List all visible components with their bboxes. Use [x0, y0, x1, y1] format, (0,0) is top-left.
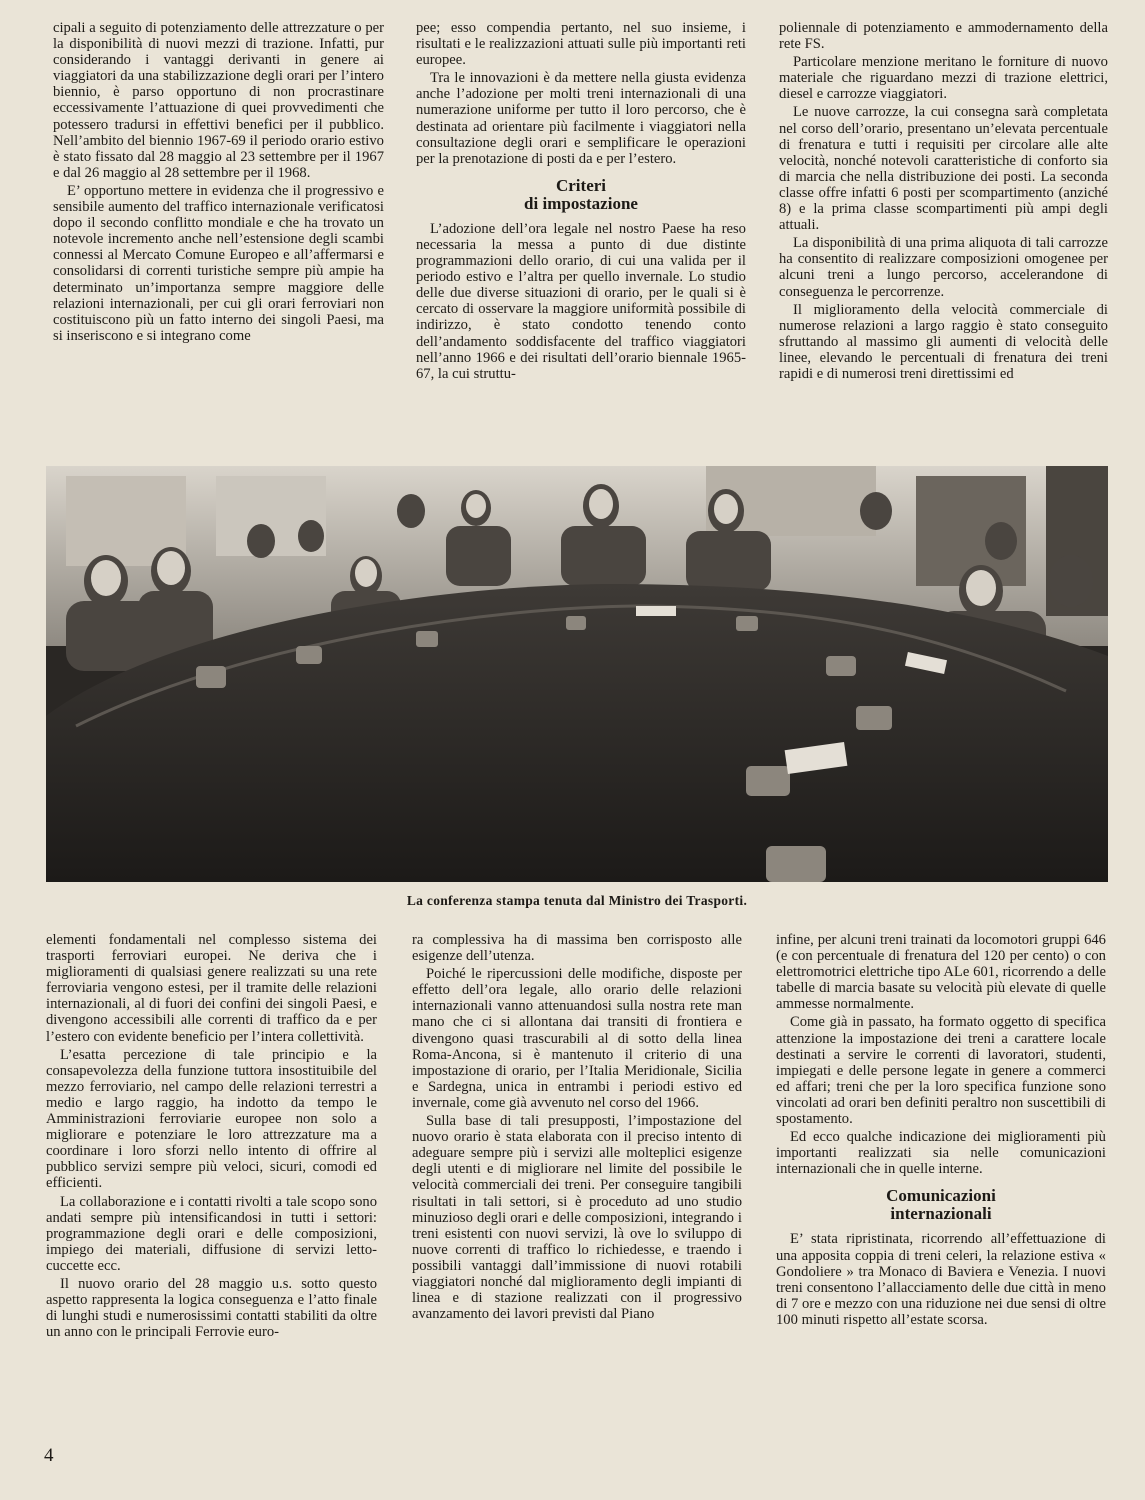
paragraph: Tra le innovazioni è da mettere nella giusta evidenza anche l’adozione per molti treni internazionali di una numerazione uniforme per tutto il loro percorso, che è destinata ad orientare più facilmente i viaggiatori nella consultazione degli orari e semplificare le operazioni per la prenotazione di posti da e per l’estero.	[416, 70, 746, 167]
paragraph: Ed ecco qualche indicazione dei miglioramenti più importanti realizzati sia nelle comunicazioni internazionali che in quelle interne.	[776, 1129, 1106, 1178]
paragraph: Le nuove carrozze, la cui consegna sarà completata nel corso dell’orario, presentano un’elevata percentuale di frenatura e tutti i requisiti per circolare alle alte velocità, nonché notevoli caratteristiche di conforto sia di marcia che nella distribuzione dei posti. La seconda classe offre infatti 6 posti per scompartimento (anziché 8) e la prima classe scompartimenti più ampi degli attuali.	[779, 104, 1108, 234]
section-heading	[416, 177, 746, 213]
paragraph: L’esatta percezione di tale principio e la consapevolezza della funzione tuttora insostituibile del mezzo ferroviario, nel campo delle relazioni terrestri a medio e largo raggio, ha indotto da tempo le Amministrazioni ferroviarie europee non solo a migliorare e potenziare le loro attrezzature ma a coordinare i loro sforzi nello intento di offrire al pubblico servizi sempre più veloci, sicuri, comodi ed efficienti.	[46, 1046, 377, 1192]
bottom-column-1	[46, 932, 377, 1342]
photo-caption: La conferenza stampa tenuta dal Ministro dei Trasporti.	[406, 893, 748, 908]
bottom-column-3	[776, 932, 1106, 1330]
paragraph: Sulla base di tali presupposti, l’impostazione del nuovo orario è stata elaborata con il preciso intento di adeguare sempre più i servizi alle molteplici esigenze degli utenti e di migliorare nel limite del possibile le velocità commerciali dei treni. Per conseguire tangibili risultati in tali settori, si è proceduto ad uno studio minuzioso degli orari e delle composizioni, integrando i treni esistenti con nuovi servizi, là ove lo sviluppo di nuove correnti di traffico lo richiedesse, e traendo i possibili vantaggi dall’immissione di nuovi rotabili viaggiatori nonché dal miglioramento degli impianti di linea e di stazione realizzati con il progressivo avanzamento dei lavori previsti dal Piano	[412, 1113, 742, 1323]
paragraph: L’adozione dell’ora legale nel nostro Paese ha reso necessaria la messa a punto di due distinte programmazioni dello orario, di cui una valida per il periodo estivo e l’altra per quello invernale. Lo studio delle due diverse situazioni di orario, per le quali si è cercato di osservare la maggiore uniformità possibile di indirizzo, è stato condotto tenendo conto dell’andamento soddisfacente del traffico viaggiatori nell’anno 1966 e dei risultati dell’orario biennale 1965-67, la cui struttu-	[416, 220, 746, 382]
paragraph: cipali a seguito di potenziamento delle attrezzature o per la disponibilità di nuovi mezzi di trazione. Infatti, pur considerando i vantaggi derivanti in genere ai viaggiatori da una stabilizzazione degli orari per l’intero biennio, è parso opportuno di non procrastinare eccessivamente l’attuazione di quei provvedimenti che potessero tradursi in effettivi benefici per il pubblico. Nell’ambito del biennio 1967-69 il periodo orario estivo è stato fissato dal 28 maggio al 23 settembre per il 1967 e dal 26 maggio al 28 settembre per il 1968.	[53, 20, 384, 181]
paragraph: Come già in passato, ha formato oggetto di specifica attenzione la impostazione dei treni a carattere locale destinati a servire le correnti di lavoratori, studenti, impiegati e delle persone legate in genere a commerci ed affari; treni che per la loro specifica funzione sono vincolati ad orari ben definiti peraltro non suscettibili di spostamento.	[776, 1014, 1106, 1128]
paragraph: E’ opportuno mettere in evidenza che il progressivo e sensibile aumento del traffico internazionale verificatosi dopo il secondo conflitto mondiale e che ha trovato un notevole incremento anche nell’estensione degli scambi connessi al Mercato Comune Europeo e all’affermarsi e consolidarsi di correnti turistiche sempre più ampie ha determinato un’importanza sempre maggiore delle relazioni internazionali, per cui gli orari ferroviari non costituiscono più un fatto interno dei singoli Paesi, ma si inseriscono e si integrano come	[53, 182, 384, 344]
paragraph: pee; esso compendia pertanto, nel suo insieme, i risultati e le realizzazioni attuati sulle più importanti reti europee.	[416, 20, 746, 69]
heading-line: Criteri	[555, 175, 607, 195]
heading-line: di impostazione	[524, 193, 638, 213]
paragraph: Il nuovo orario del 28 maggio u.s. sotto questo aspetto rappresenta la logica conseguenza e l’atto finale di lunghi studi e numerosissimi contatti stabiliti da oltre un anno con le principali Ferrovie euro-	[46, 1275, 377, 1341]
section-heading	[776, 1187, 1106, 1223]
top-column-1	[53, 20, 384, 346]
page-number: 4	[44, 1445, 54, 1466]
paragraph: poliennale di potenziamento e ammodernamento della rete FS.	[779, 20, 1108, 53]
paragraph: E’ stata ripristinata, ricorrendo all’effettuazione di una apposita coppia di treni celeri, la relazione estiva « Gondoliere » tra Monaco di Baviera e Venezia. I nuovi treni consentono l’allacciamento delle due città in meno di 7 ore e mezzo con una riduzione nei due sensi di oltre 100 minuti rispetto all’estate scorsa.	[776, 1231, 1106, 1328]
paragraph: elementi fondamentali nel complesso sistema dei trasporti ferroviari europei. Ne deriva che i miglioramenti di qualsiasi genere realizzati su una rete ferroviaria vengono estesi, per il tramite delle relazioni internazionali, al di fuori dei confini dei singoli Paesi, e divengono accessibili alle correnti di traffico da e per l’estero con evidente beneficio per l’intera collettività.	[46, 932, 377, 1045]
heading-line: Comunicazioni	[886, 1186, 996, 1206]
top-column-2	[416, 20, 746, 384]
press-conference-photo	[46, 466, 1108, 882]
paragraph: Particolare menzione meritano le forniture di nuovo materiale che riguardano mezzi di trazione elettrici, diesel e carrozze viaggiatori.	[779, 54, 1108, 103]
paragraph: La collaborazione e i contatti rivolti a tale scopo sono andati sempre più intensificandosi in tutti i settori: programmazione degli orari e delle composizioni, impiego dei materiali, diffusione di servizi letto-cuccette ecc.	[46, 1193, 377, 1274]
paragraph: ra complessiva ha di massima ben corrisposto alle esigenze dell’utenza.	[412, 932, 742, 965]
paragraph: La disponibilità di una prima aliquota di tali carrozze ha consentito di realizzare composizioni omogenee per alcuni treni a lungo percorso, accelerandone di conseguenza le percorrenze.	[779, 235, 1108, 300]
heading-line: internazionali	[890, 1204, 992, 1224]
paragraph: infine, per alcuni treni trainati da locomotori gruppi 646 (e con percentuale di frenatura del 120 per cento) o con elettromotrici elettriche tipo ALe 601, ricorrendo a delle tabelle di marcia basate su velocità più elevate di quelle ammesse normalmente.	[776, 932, 1106, 1013]
paragraph: Il miglioramento della velocità commerciale di numerose relazioni a largo raggio è stato conseguito sfruttando al massimo gli aumenti di velocità delle linee, elevando le percentuali di frenatura dei treni rapidi e di numerosi treni direttissimi ed	[779, 301, 1108, 382]
top-column-3	[779, 20, 1108, 384]
paragraph: Poiché le ripercussioni delle modifiche, disposte per effetto dell’ora legale, allo orario delle relazioni internazionali vanno attenuandosi sulla nostra rete man mano che ci si allontana dai transiti di frontiera e divengono quasi trascurabili al di sotto della linea Roma-Ancona, si è mantenuto il criterio di una impostazione di orario, per l’Italia Meridionale, Sicilia e Sardegna, unica in entrambi i periodi estivo ed invernale, come già avvenuto nel corso del 1966.	[412, 966, 742, 1111]
bottom-column-2	[412, 932, 742, 1324]
